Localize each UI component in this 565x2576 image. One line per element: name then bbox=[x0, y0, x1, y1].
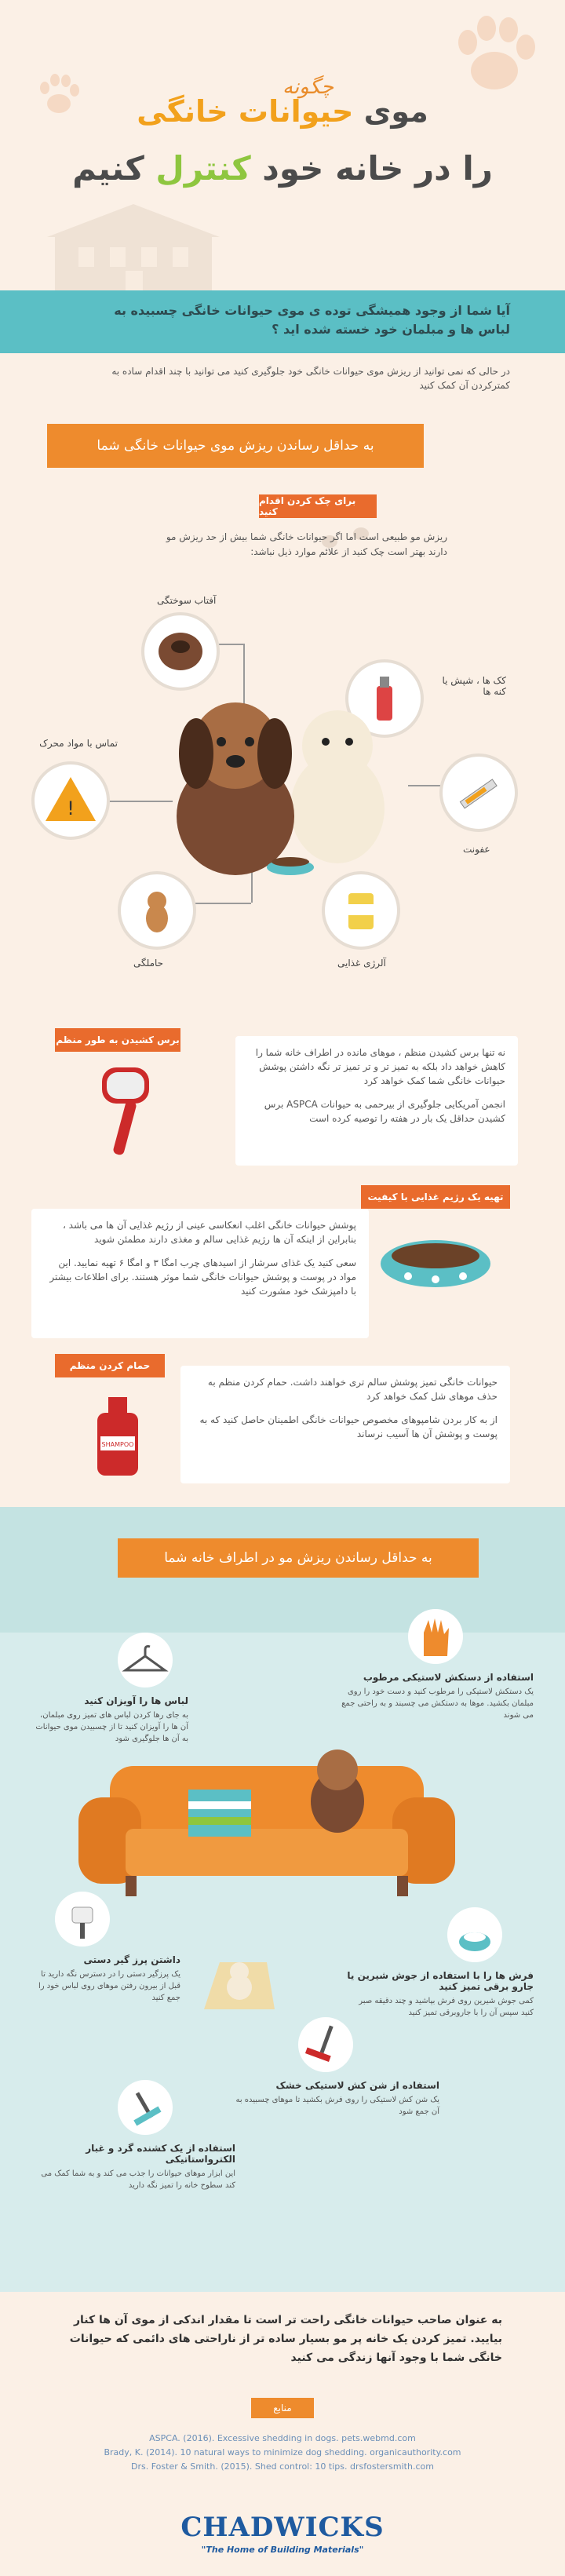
cat-on-rug-illustration bbox=[196, 1931, 282, 2017]
title-highlight: حیوانات خانگی bbox=[137, 94, 354, 129]
item-label: عفونت bbox=[463, 844, 490, 855]
closing-text: به عنوان صاحب حیوانات خانگی راحت تر است تا مقدار اندکی از موی آن ها کنار بیایید. تمیز کردن یک خانه پر مو بسیار ساده تر از ناراحتی های دائمی که حیوانات خانگی شما با وجود آنها زندگی می کنید bbox=[69, 2314, 502, 2364]
hanger-icon bbox=[118, 1633, 173, 1688]
tip-title: لباس ها را آویزان کنید bbox=[84, 1695, 188, 1706]
tip-text: یک شن کش لاستیکی را روی فرش بکشید تا موهای چسبیده به آن جمع شود bbox=[235, 2096, 439, 2116]
diet-box bbox=[31, 1209, 369, 1338]
svg-text:!: ! bbox=[67, 797, 75, 819]
tip-title: فرش ها را با استفاده از جوش شیرین یا جارو برقی تمیز کنید bbox=[347, 1970, 534, 1992]
item-label: آفتاب سوختگی bbox=[157, 595, 217, 606]
lint-roller-circle bbox=[55, 1892, 110, 1947]
tip-title: استفاده از یک کشنده گرد و غبار الکترواستاتیکی bbox=[86, 2143, 235, 2165]
section-care bbox=[0, 1020, 565, 1507]
bath-text-1: حیوانات خانگی تمیز پوشش سالم تری خواهند داشت. حمام کردن منظم به حذف موهای شل کمک خواهد کرد bbox=[207, 1377, 498, 1402]
brush-box bbox=[235, 1036, 518, 1166]
check-banner: برای چک کردن اقدام کنید bbox=[259, 494, 377, 518]
title-word: را در خانه خود bbox=[250, 149, 493, 188]
pregnancy-circle bbox=[118, 871, 196, 950]
pet-food-can-icon bbox=[325, 874, 397, 947]
infection-circle bbox=[439, 753, 518, 832]
warning-sign-icon bbox=[35, 764, 107, 837]
diet-tag: تهیه یک رژیم غذایی با کیفیت bbox=[361, 1185, 510, 1209]
brush-tag: برس کشیدن به طور منظم bbox=[55, 1028, 180, 1052]
brush-icon bbox=[78, 1060, 165, 1162]
tip-glove bbox=[330, 1672, 534, 1721]
title-word: کنیم bbox=[72, 149, 156, 188]
intro-text: در حالی که نمی توانید از ریزش موی حیوانات خانگی خود جلوگیری کنید می توانید با چند اقدام ساده به کمترکردن آن کمک کنید bbox=[111, 366, 510, 391]
rubber-glove-icon bbox=[408, 1609, 463, 1664]
source-item: Brady, K. (2014). 10 natural ways to minimize dog shedding. organicauthority.com bbox=[104, 2447, 461, 2457]
section-ribbon: به حداقل رساندن ریزش موی حیوانات خانگی شما bbox=[47, 424, 424, 468]
baking-soda-circle bbox=[447, 1907, 502, 1962]
logo-tagline: "The Home of Building Materials" bbox=[201, 2545, 364, 2555]
food-allergy-circle bbox=[322, 871, 400, 950]
tip-carpet bbox=[345, 1970, 534, 2019]
tip-squeegee bbox=[235, 2080, 439, 2118]
item-label: کک ها ، شپش یا کنه ها bbox=[442, 675, 506, 697]
tip-title: استفاده از شن کش لاستیکی خشک bbox=[275, 2080, 439, 2091]
tip-title: استفاده از دستکش لاستیکی مرطوب bbox=[363, 1672, 534, 1683]
tip-hang bbox=[31, 1695, 188, 1745]
food-bowl-icon bbox=[377, 1232, 494, 1295]
intro-band bbox=[0, 290, 565, 353]
irritant-circle bbox=[31, 761, 110, 840]
shampoo-label: SHAMPOO bbox=[101, 1441, 134, 1448]
item-label: آلرژی غذایی bbox=[337, 958, 386, 969]
brush-text-1: نه تنها برس کشیدن منظم ، موهای مانده در اطراف خانه شما را کاهش خواهد داد بلکه به تمیز تر و تر تمیز تر نگه داشتن پوشش حیوانات خانگی شما کمک خواهد کرد bbox=[255, 1047, 505, 1086]
glove-circle bbox=[408, 1609, 463, 1664]
tip-text: یک پرزگیر دستی را در دسترس نگه دارید تا قبل از بیرون رفتن موهای روی لباس خود را جمع کنید bbox=[38, 1970, 180, 2002]
tip-text: این ابزار موهای حیوانات را جذب می کند و به شما کمک می کند سطوح خانه را تمیز نگه دارید bbox=[41, 2169, 235, 2190]
diet-text-1: پوشش حیوانات خانگی اغلب انعکاسی عینی از رژیم غذایی آن ها می باشد ، بنابراین از اینکه آن ها رژیم غذایی سالم و مغذی دارند مطمئن شوید bbox=[62, 1220, 356, 1245]
title-word: موی bbox=[353, 94, 428, 129]
paw-print-icon bbox=[439, 8, 549, 102]
home-ribbon: به حداقل رساندن ریزش مو در اطراف خانه شما bbox=[118, 1538, 479, 1578]
source-item: ASPCA. (2016). Excessive shedding in dogs. pets.webmd.com bbox=[149, 2433, 416, 2443]
shampoo-bottle-icon bbox=[86, 1389, 149, 1483]
tip-lint bbox=[31, 1954, 180, 2004]
section-check bbox=[0, 408, 565, 1020]
duster-circle bbox=[118, 2080, 173, 2135]
duster-icon bbox=[118, 2080, 173, 2135]
sofa-illustration bbox=[78, 1742, 455, 1899]
squeegee-circle bbox=[298, 2017, 353, 2072]
squeegee-icon bbox=[298, 2017, 353, 2072]
lint-roller-icon bbox=[55, 1892, 110, 1947]
house-illustration bbox=[47, 204, 220, 290]
source-item: Drs. Foster & Smith. (2015). Shed control: 10 tips. drsfostersmith.com bbox=[131, 2461, 434, 2472]
small-dog-icon bbox=[121, 874, 193, 947]
sunburn-circle bbox=[141, 612, 220, 691]
tip-title: داشتن پرز گیر دستی bbox=[83, 1954, 180, 1965]
hanger-circle bbox=[118, 1633, 173, 1688]
syringe-icon bbox=[443, 757, 515, 829]
title-line-2 bbox=[0, 149, 565, 188]
chadwicks-logo: CHADWICKS bbox=[180, 2512, 385, 2543]
footer bbox=[0, 2292, 565, 2576]
tip-text: یک دستکش لاستیکی را مرطوب کنید و دست خود را روی مبلمان بکشید. موها به دستکش می چسبند و به راحتی جمع می شوند bbox=[341, 1688, 534, 1720]
tip-duster bbox=[31, 2143, 235, 2191]
intro-question: آیا شما از وجود همیشگی توده ی موی حیوانات خانگی چسبیده به لباس ها و مبلمان خود خسته شده اید ؟ bbox=[114, 303, 510, 337]
dog-nose-icon bbox=[144, 615, 217, 688]
header bbox=[0, 0, 565, 290]
section-home bbox=[0, 1507, 565, 2292]
brush-text-2: انجمن آمریکایی جلوگیری از بیرحمی به حیوانات ASPCA برس کشیدن حداقل یک بار در هفته را توصیه کرده است bbox=[264, 1099, 505, 1124]
title-highlight: کنترل bbox=[155, 149, 251, 188]
bath-tag: حمام کردن منظم bbox=[55, 1354, 165, 1377]
check-text: ریزش مو طبیعی است اما اگر حیوانات خانگی شما بیش از حد ریزش مو دارند بهتر است چک کنید از علائم موارد ذیل نباشد: bbox=[166, 531, 447, 557]
item-label: حاملگی bbox=[133, 958, 164, 969]
baking-soda-icon bbox=[447, 1907, 502, 1962]
bath-box bbox=[180, 1366, 510, 1483]
diet-text-2: سعی کنید یک غذای سرشار از اسیدهای چرب امگا ۳ و امگا ۶ تهیه نمایید. این مواد در پوست و پوشش حیوانات خانگی شما موثر هستند. برای اطلاعات بیشتر با دامپزشک خود مشورت کنید bbox=[49, 1257, 356, 1297]
intro-text-band bbox=[0, 353, 565, 408]
sources-label: منابع bbox=[251, 2398, 314, 2418]
bath-text-2: از به کار بردن شامپوهای مخصوص حیوانات خانگی اطمینان حاصل کنید که به پوست و پوشش آن ها آسیب نرساند bbox=[199, 1414, 498, 1439]
item-label: تماس با مواد محرک bbox=[39, 738, 118, 749]
title-line-1 bbox=[0, 94, 565, 129]
title-how: چگونه bbox=[282, 75, 334, 99]
tip-text: کمی جوش شیرین روی فرش بپاشید و چند دقیقه صبر کنید سپس آن را با جاروبرقی تمیز کنید bbox=[359, 1997, 534, 2017]
dog-and-cat-illustration bbox=[157, 699, 408, 879]
tip-text: به جای رها کردن لباس های تمیز روی مبلمان، آن ها را آویزان کنید تا از چسبیدن موی حیوانات به آن ها جلوگیری شود bbox=[35, 1711, 188, 1743]
